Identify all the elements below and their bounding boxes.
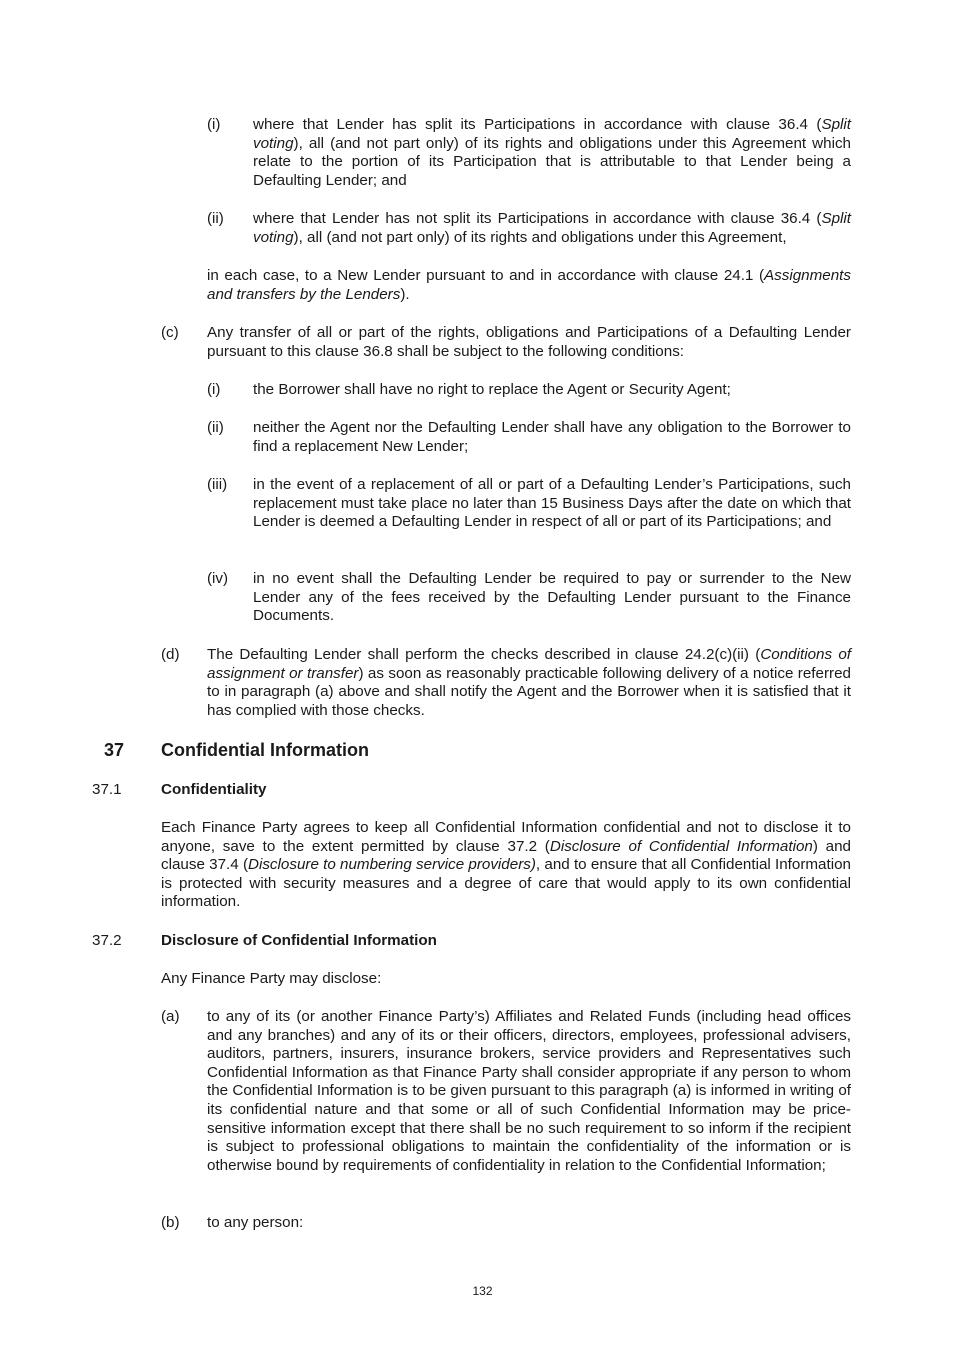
- para-label: (a): [161, 1008, 180, 1025]
- item-label: (i): [207, 381, 221, 398]
- clause-title: Confidentiality: [161, 781, 267, 798]
- clause-title: Disclosure of Confidential Information: [161, 932, 437, 949]
- clause-intro: Any Finance Party may disclose:: [161, 970, 382, 987]
- item-label: (iii): [207, 476, 228, 493]
- item-label: (ii): [207, 210, 224, 227]
- list-item-text: in no event shall the Defaulting Lender be required to pay or surrender to the New Lender any of the fees received by the Defaulting Lender pursuant to the Finance Documents.: [253, 570, 851, 625]
- list-item-text: where that Lender has split its Participations in accordance with clause 36.4 (Split voting), all (and not part only) of its rights and obligations under this Agreement which relate to the portion of its Participation that is attributable to that Lender being a Defaulting Lender; and: [253, 116, 851, 189]
- in-each-case-paragraph: in each case, to a New Lender pursuant to and in accordance with clause 24.1 (Assignments and transfers by the Lenders).: [207, 267, 851, 303]
- list-item-text: where that Lender has not split its Participations in accordance with clause 36.4 (Split voting), all (and not part only) of its rights and obligations under this Agreement,: [253, 210, 851, 246]
- item-label: (ii): [207, 419, 224, 436]
- list-item-text: in the event of a replacement of all or part of a Defaulting Lender’s Participations, such replacement must take place no later than 15 Business Days after the date on which that Lender is deemed a Defaulting Lender in respect of all or part of its Participations; and: [253, 476, 851, 531]
- para-label: (d): [161, 646, 180, 663]
- para-text: to any person:: [207, 1214, 304, 1231]
- para-label: (b): [161, 1214, 180, 1231]
- item-label: (iv): [207, 570, 229, 587]
- item-label: (i): [207, 116, 221, 133]
- para-label: (c): [161, 324, 179, 341]
- section-number: 37: [104, 740, 125, 760]
- para-text: The Defaulting Lender shall perform the checks described in clause 24.2(c)(ii) (Conditions of assignment or transfer) as soon as reasonably practicable following delivery of a notice referred to in paragraph (a) above and shall notify the Agent and the Borrower when it is satisfied that it has complied with those checks.: [207, 646, 851, 719]
- para-text: to any of its (or another Finance Party’s) Affiliates and Related Funds (including head offices and any branches) and any of its or their officers, directors, employees, professional advisers, auditors, partners, insurers, insurance brokers, service providers and Representatives such Confidential Information as that Finance Party shall consider appropriate if any person to whom the Confidential Information is to be given pursuant to this paragraph (a) is informed in writing of its confidential nature and that some or all of such Confidential Information may be price-sensitive information except that there shall be no such requirement to so inform if the recipient is subject to professional obligations to maintain the confidentiality of the information or is otherwise bound by requirements of confidentiality in relation to the Confidential Information;: [207, 1008, 851, 1174]
- list-item-text: neither the Agent nor the Defaulting Lender shall have any obligation to the Borrower to find a replacement New Lender;: [253, 419, 851, 455]
- clause-number: 37.1: [92, 781, 122, 798]
- section-title: Confidential Information: [161, 740, 369, 760]
- clause-paragraph: Each Finance Party agrees to keep all Confidential Information confidential and not to disclose it to anyone, save to the extent permitted by clause 37.2 (Disclosure of Confidential Information) and clause 37.4 (Disclosure to numbering service providers), and to ensure that all Confidential Information is protected with security measures and a degree of care that would apply to its own confidential information.: [161, 819, 851, 911]
- list-item-text: the Borrower shall have no right to replace the Agent or Security Agent;: [253, 381, 731, 398]
- para-text: Any transfer of all or part of the rights, obligations and Participations of a Defaulting Lender pursuant to this clause 36.8 shall be subject to the following conditions:: [207, 324, 851, 360]
- page-number: 132: [472, 1284, 493, 1298]
- clause-number: 37.2: [92, 932, 122, 949]
